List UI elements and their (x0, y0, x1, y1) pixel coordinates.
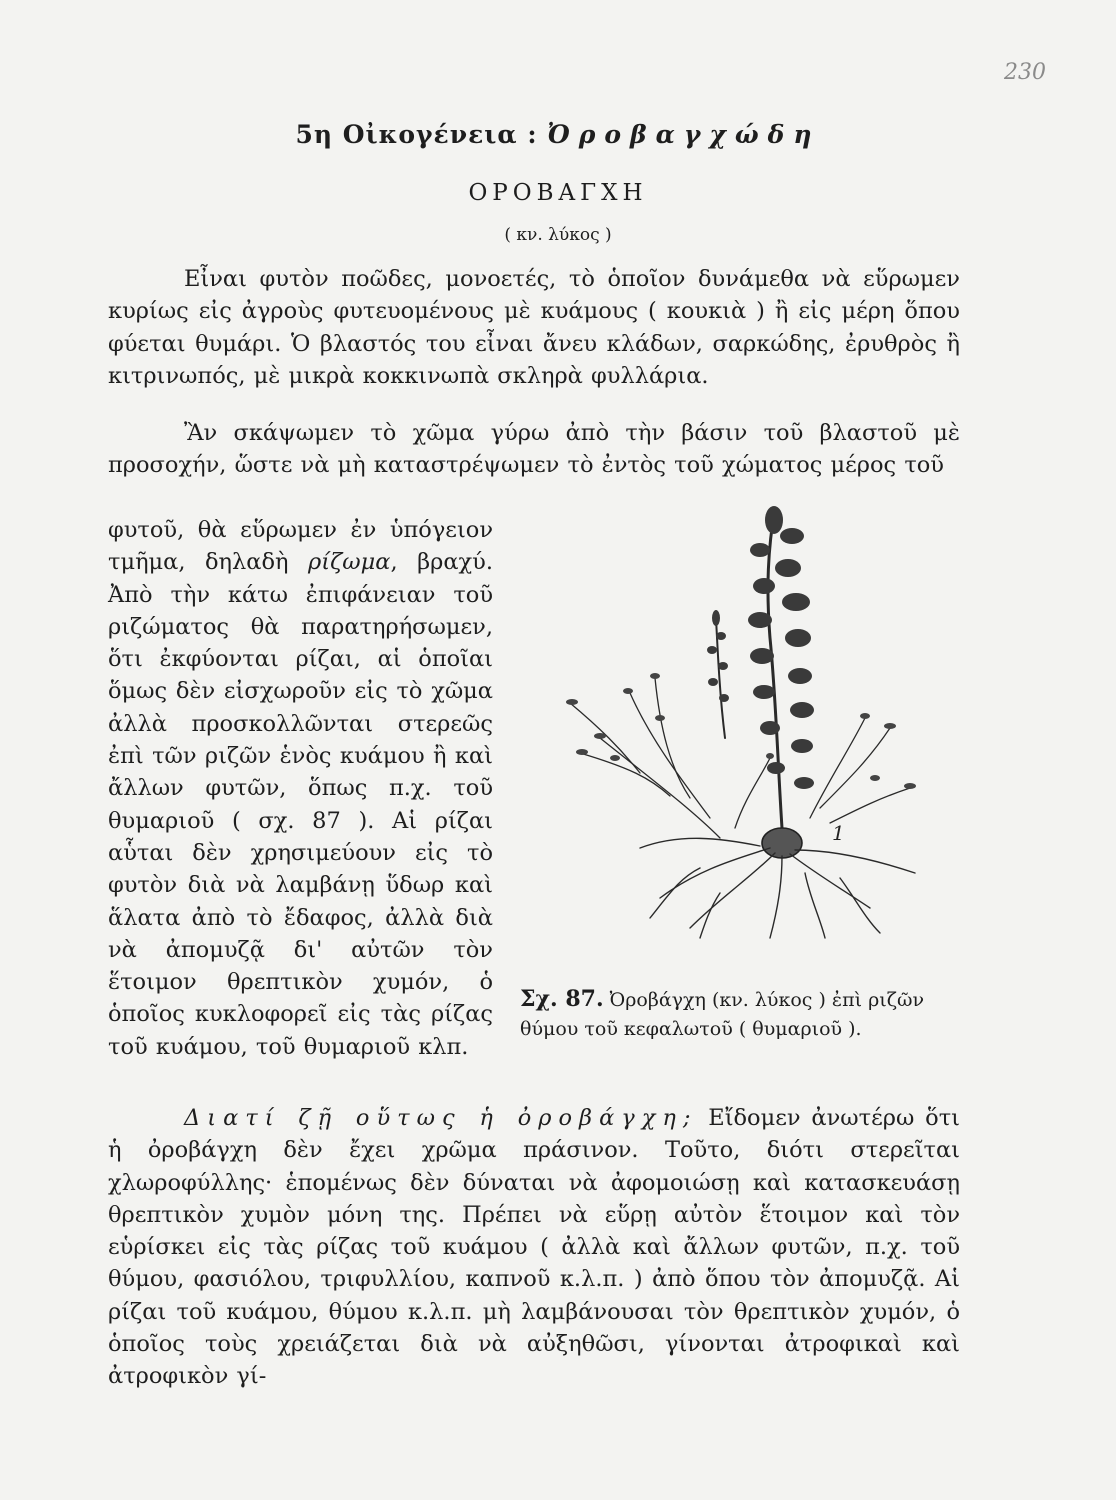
page-number: 230 (1004, 60, 1046, 85)
paragraph-body: Εἴδομεν ἀνωτέρω ὅτι ἡ ὀροβάγχη δὲν ἔχει χρῶμα πράσινον. Τοῦτο, διότι στερεῖται χλωροφύλλης· ἑπομένως δὲν δύναται νὰ ἀφομοιώσῃ καὶ κατασκευάσῃ θρεπτικὸν χυμὸν μόνη της. Πρέπει νὰ εὕρῃ αὐτὸν ἕτοιμον καὶ τὸν εὑρίσκει εἰς τὰς ρίζας τοῦ κυάμου ( ἀλλὰ καὶ ἄλλων φυτῶν, π.χ. τοῦ θύμου, φασιόλου, τριφυλλίου, καπνοῦ κ.λ.π. ) ἀπὸ ὅπου τὸν ἀπομυζᾷ. Αἱ ρίζαι τοῦ κυάμου, θύμου κ.λ.π. μὴ λαμβάνουσαι τὸν θρεπτικὸν χυμόν, ὁ ὁποῖος τοὺς χρειάζεται διὰ νὰ αὐξηθῶσι, γίνονται ἀτροφικαὶ καὶ ἀτροφικὸν γί- (108, 1105, 960, 1390)
paragraph-rhizome-column (108, 514, 493, 1063)
paragraph-description: Εἶναι φυτὸν ποῶδες, μονοετές, τὸ ὁποῖον δυνάμεθα νὰ εὕρωμεν κυρίως εἰς ἀγροὺς φυτευομένους μὲ κυάμους ( κουκιὰ ) ἢ εἰς μέρη ὅπου φύεται θυμάρι. Ὁ βλαστός του εἶναι ἄνευ κλάδων, σαρκώδης, ἐρυθρὸς ἢ κιτρινωπός, μὲ μικρὰ κοκκινωπὰ σκληρὰ φυλλάρια. (108, 266, 960, 389)
rhizome-text-before: φυτοῦ, θὰ εὕρωμεν ἐν ὑπόγειον τμῆμα, δηλαδὴ (108, 517, 493, 576)
figure-label-number: 1 (832, 821, 845, 845)
thyme-leaves (566, 673, 916, 789)
caption-label: Σχ. 87. (520, 986, 604, 1012)
paragraph-lead-question: Διατί ζῇ οὕτως ἡ ὀροβάγχη; (184, 1105, 698, 1131)
orobanche-flowers (748, 506, 814, 789)
thyme-branches (570, 678, 910, 838)
rhizome-text-after: , βραχύ. Ἀπὸ τὴν κάτω ἐπιφάνειαν τοῦ ριζώματος θὰ παρατηρήσωμεν, ὅτι ἐκφύονται ρίζαι, αἱ ὁποῖαι ὅμως δὲν εἰσχωροῦν εἰς τὸ χῶμα ἀλλὰ προσκολλῶνται στερεῶς ἐπὶ τῶν ριζῶν ἑνὸς κυάμου ἢ καὶ ἄλλων φυτῶν, ὅπως π.χ. τοῦ θυμαριοῦ ( σχ. 87 ). Αἱ ρίζαι αὗται δὲν χρησιμεύουν εἰς τὸ φυτὸν διὰ νὰ λαμβάνῃ ὕδωρ καὶ ἅλατα ἀπὸ τὸ ἔδαφος, ἀλλὰ διὰ νὰ ἀπομυζᾷ δι' αὐτῶν τὸν ἕτοιμον θρεπτικὸν χυμόν, ὁ ὁποῖος κυκλοφορεῖ εἰς τὰς ρίζας τοῦ κυάμου, τοῦ θυμαριοῦ κλπ. (108, 549, 493, 1060)
rhizome-term: ρίζωμα (308, 549, 391, 576)
plant-drawing (520, 478, 960, 948)
caption-text: Ὀροβάγχη (κν. λύκος ) ἐπὶ ριζῶν θύμου τοῦ κεφαλωτοῦ ( θυμαριοῦ ). (520, 989, 925, 1040)
paragraph-why-parasite (108, 1102, 960, 1393)
orobanche-stem (768, 508, 782, 828)
heading-family-name: Ὀροβαγχώδη (547, 120, 821, 149)
heading-prefix: 5η Οἰκογένεια : (295, 120, 548, 149)
plant-common-name: ( κν. λύκος ) (504, 225, 612, 245)
chapter-heading (0, 120, 1116, 149)
plant-title: ΟΡΟΒΑΓΧΗ (468, 180, 648, 206)
orobanche-tuber (762, 828, 802, 858)
paragraph-rhizome-intro: Ἂν σκάψωμεν τὸ χῶμα γύρω ἀπὸ τὴν βάσιν τοῦ βλαστοῦ μὲ προσοχήν, ὥστε νὰ μὴ καταστρέψωμεν τὸ ἐντὸς τοῦ χώματος μέρος τοῦ (108, 420, 960, 479)
figure-caption (520, 985, 960, 1044)
figure-orobanche-illustration (520, 478, 960, 948)
